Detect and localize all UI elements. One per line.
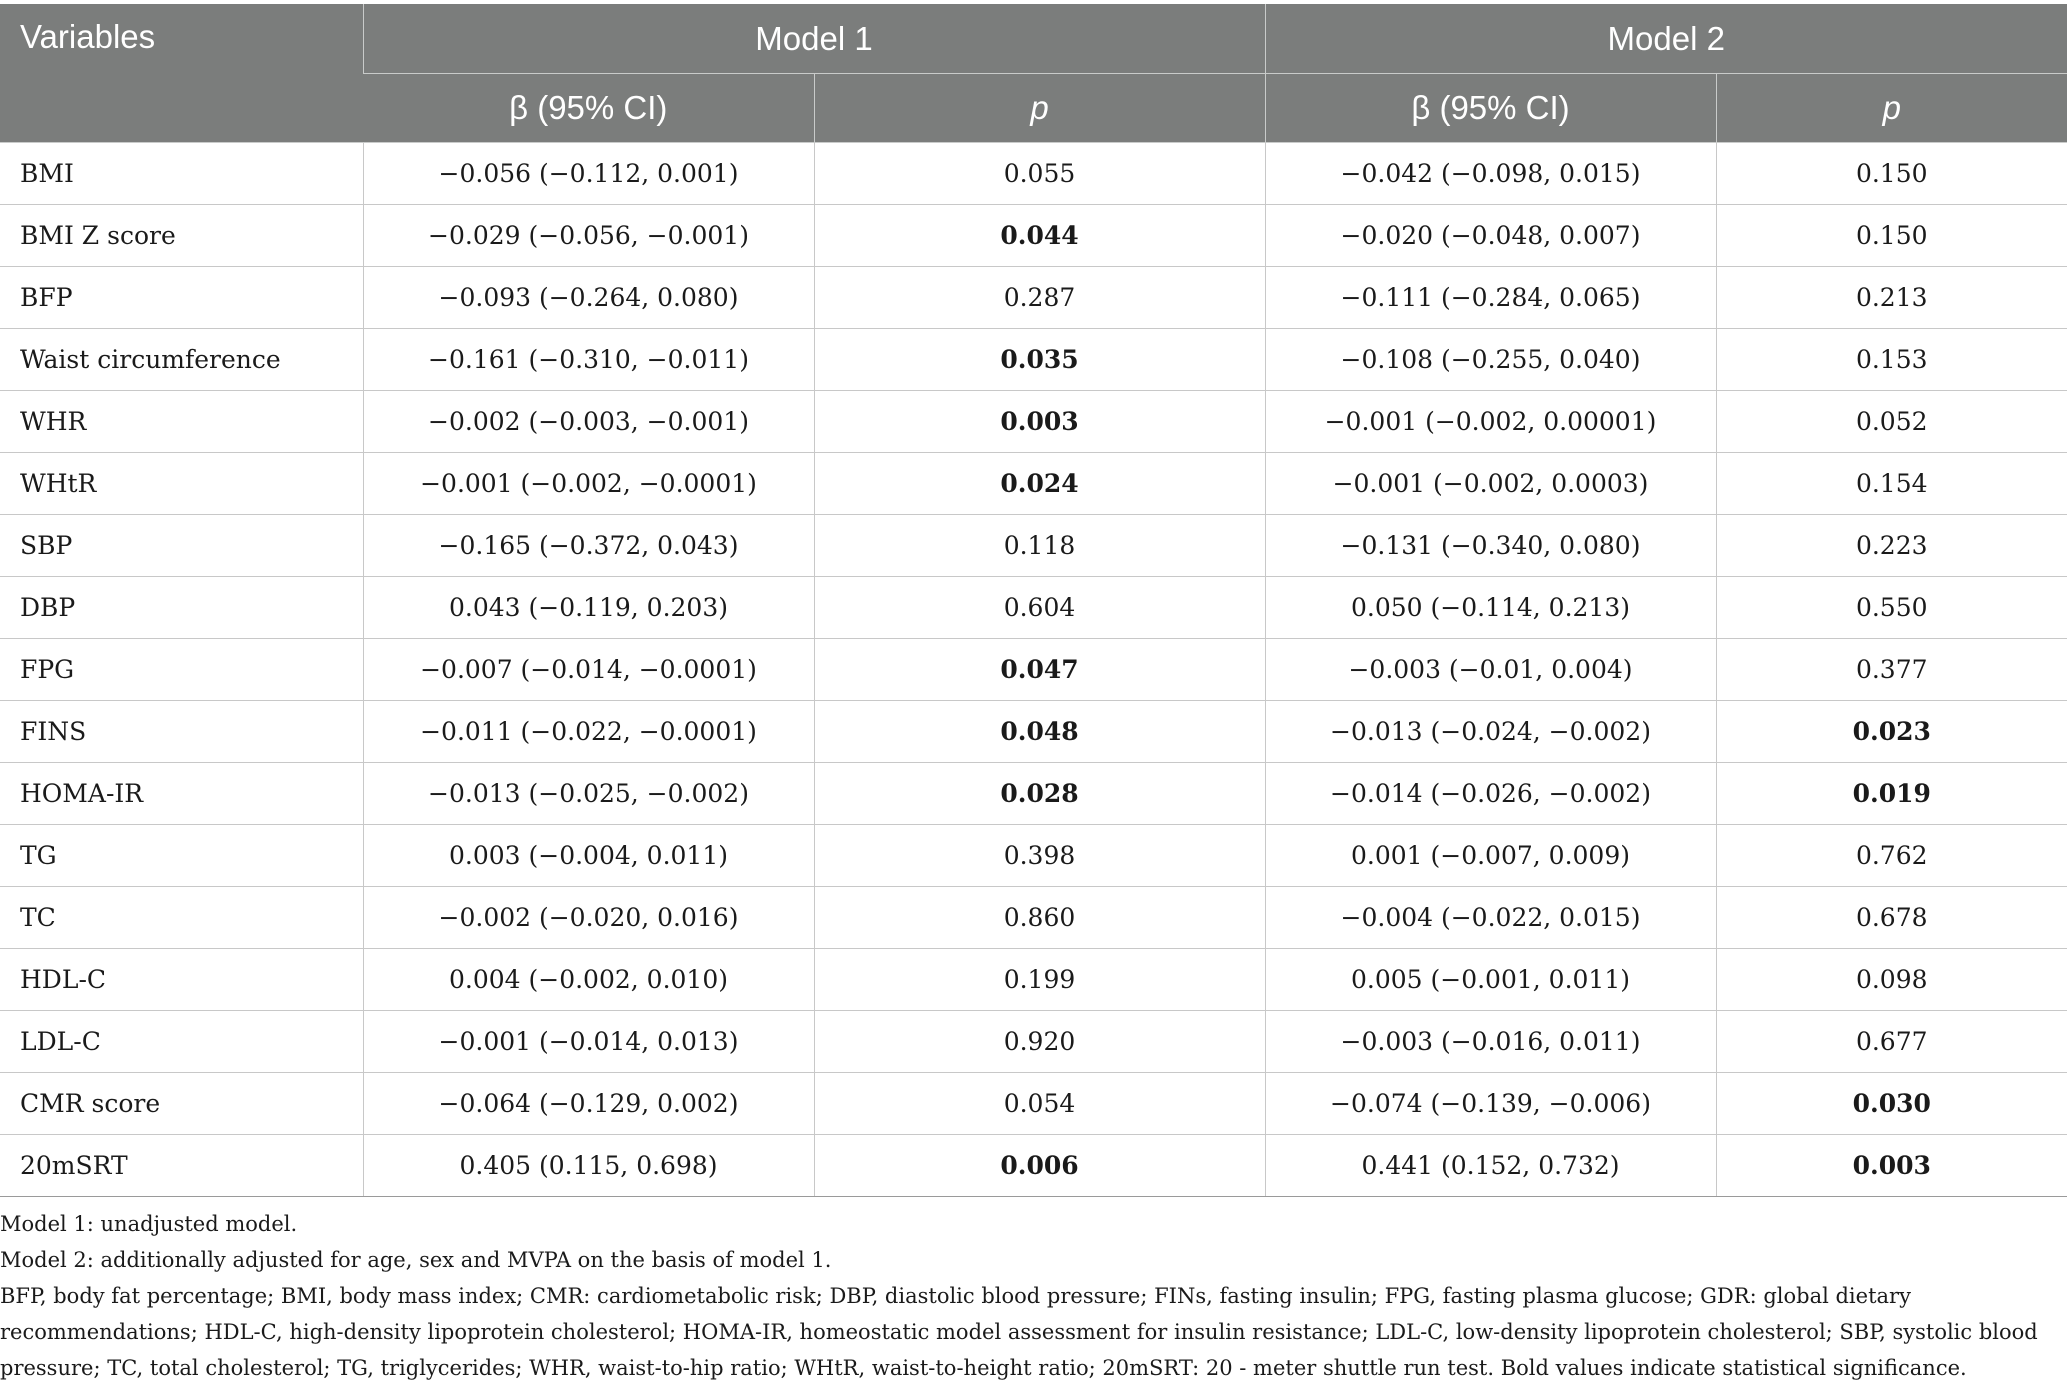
table-header <box>0 4 2067 143</box>
variable-cell: TC <box>0 887 363 949</box>
regression-table <box>0 4 2067 1197</box>
model1-beta-cell: −0.064 (−0.129, 0.002) <box>363 1073 814 1135</box>
model1-beta-cell: 0.405 (0.115, 0.698) <box>363 1135 814 1197</box>
model2-p-cell: 0.377 <box>1716 639 2067 701</box>
variable-cell: BFP <box>0 267 363 329</box>
variable-cell: FINS <box>0 701 363 763</box>
variable-cell: FPG <box>0 639 363 701</box>
model2-p-cell: 0.150 <box>1716 143 2067 205</box>
variable-cell: HDL-C <box>0 949 363 1011</box>
model1-beta-cell: 0.004 (−0.002, 0.010) <box>363 949 814 1011</box>
model1-p-cell: 0.199 <box>814 949 1265 1011</box>
header-model1-beta-ci: β (95% CI) <box>363 74 814 143</box>
variable-cell: CMR score <box>0 1073 363 1135</box>
model2-beta-cell: 0.005 (−0.001, 0.011) <box>1265 949 1716 1011</box>
model2-beta-cell: −0.111 (−0.284, 0.065) <box>1265 267 1716 329</box>
model2-p-cell: 0.550 <box>1716 577 2067 639</box>
model2-p-cell: 0.223 <box>1716 515 2067 577</box>
model1-beta-cell: 0.043 (−0.119, 0.203) <box>363 577 814 639</box>
variable-cell: SBP <box>0 515 363 577</box>
table-row <box>0 639 2067 701</box>
model1-p-cell: 0.028 <box>814 763 1265 825</box>
model2-beta-cell: 0.001 (−0.007, 0.009) <box>1265 825 1716 887</box>
model2-beta-cell: −0.004 (−0.022, 0.015) <box>1265 887 1716 949</box>
variable-cell: BMI <box>0 143 363 205</box>
variable-cell: WHtR <box>0 453 363 515</box>
table-row <box>0 453 2067 515</box>
header-model2-beta-ci: β (95% CI) <box>1265 74 1716 143</box>
variable-cell: BMI Z score <box>0 205 363 267</box>
model1-p-cell: 0.055 <box>814 143 1265 205</box>
model1-p-cell: 0.006 <box>814 1135 1265 1197</box>
variable-cell: LDL-C <box>0 1011 363 1073</box>
model1-beta-cell: −0.013 (−0.025, −0.002) <box>363 763 814 825</box>
model2-beta-cell: −0.001 (−0.002, 0.0003) <box>1265 453 1716 515</box>
model2-beta-cell: −0.042 (−0.098, 0.015) <box>1265 143 1716 205</box>
table-row <box>0 143 2067 205</box>
model1-p-cell: 0.054 <box>814 1073 1265 1135</box>
header-model1-p: p <box>814 74 1265 143</box>
model2-p-cell: 0.762 <box>1716 825 2067 887</box>
table-row <box>0 825 2067 887</box>
table-row <box>0 1011 2067 1073</box>
model1-beta-cell: −0.056 (−0.112, 0.001) <box>363 143 814 205</box>
header-variables: Variables <box>0 4 363 143</box>
variable-cell: HOMA-IR <box>0 763 363 825</box>
model2-p-cell: 0.150 <box>1716 205 2067 267</box>
model2-p-cell: 0.030 <box>1716 1073 2067 1135</box>
table-row <box>0 949 2067 1011</box>
model1-p-cell: 0.035 <box>814 329 1265 391</box>
model1-p-cell: 0.118 <box>814 515 1265 577</box>
footnote-model1: Model 1: unadjusted model. <box>0 1212 298 1236</box>
model1-beta-cell: −0.165 (−0.372, 0.043) <box>363 515 814 577</box>
header-model1: Model 1 <box>363 4 1265 74</box>
model1-beta-cell: −0.093 (−0.264, 0.080) <box>363 267 814 329</box>
model2-beta-cell: −0.131 (−0.340, 0.080) <box>1265 515 1716 577</box>
model2-beta-cell: −0.020 (−0.048, 0.007) <box>1265 205 1716 267</box>
model1-p-cell: 0.398 <box>814 825 1265 887</box>
variable-cell: 20mSRT <box>0 1135 363 1197</box>
model2-beta-cell: −0.003 (−0.016, 0.011) <box>1265 1011 1716 1073</box>
table-row <box>0 577 2067 639</box>
table-row <box>0 763 2067 825</box>
model2-beta-cell: −0.003 (−0.01, 0.004) <box>1265 639 1716 701</box>
model1-p-cell: 0.003 <box>814 391 1265 453</box>
model1-beta-cell: −0.002 (−0.020, 0.016) <box>363 887 814 949</box>
table-footnotes <box>0 1206 2060 1386</box>
regression-table-container <box>0 4 2067 1197</box>
model1-p-cell: 0.048 <box>814 701 1265 763</box>
variable-cell: DBP <box>0 577 363 639</box>
model2-beta-cell: −0.108 (−0.255, 0.040) <box>1265 329 1716 391</box>
table-row <box>0 329 2067 391</box>
model2-p-cell: 0.678 <box>1716 887 2067 949</box>
model2-p-cell: 0.019 <box>1716 763 2067 825</box>
variable-cell: WHR <box>0 391 363 453</box>
model2-p-cell: 0.153 <box>1716 329 2067 391</box>
model2-p-cell: 0.677 <box>1716 1011 2067 1073</box>
variable-cell: Waist circumference <box>0 329 363 391</box>
model1-p-cell: 0.604 <box>814 577 1265 639</box>
table-row <box>0 515 2067 577</box>
table-row <box>0 205 2067 267</box>
table-row <box>0 391 2067 453</box>
model2-beta-cell: 0.050 (−0.114, 0.213) <box>1265 577 1716 639</box>
header-model2: Model 2 <box>1265 4 2067 74</box>
model1-beta-cell: 0.003 (−0.004, 0.011) <box>363 825 814 887</box>
model2-beta-cell: −0.074 (−0.139, −0.006) <box>1265 1073 1716 1135</box>
table-body <box>0 143 2067 1197</box>
table-row <box>0 887 2067 949</box>
model2-p-cell: 0.213 <box>1716 267 2067 329</box>
model2-p-cell: 0.023 <box>1716 701 2067 763</box>
model1-p-cell: 0.044 <box>814 205 1265 267</box>
model2-beta-cell: −0.013 (−0.024, −0.002) <box>1265 701 1716 763</box>
table-row <box>0 267 2067 329</box>
model1-beta-cell: −0.001 (−0.002, −0.0001) <box>363 453 814 515</box>
model1-p-cell: 0.860 <box>814 887 1265 949</box>
footnote-abbreviations: BFP, body fat percentage; BMI, body mass index; CMR: cardiometabolic risk; DBP, diastolic blood pressure; FINs, fasting insulin; FPG, fasting plasma glucose; GDR: global dietary recommendations; HDL-C, high-density lipoprotein cholesterol; HOMA-IR, homeostatic model assessment for insulin resistance; LDL-C, low-density lipoprotein cholesterol; SBP, systolic blood pressure; TC, total cholesterol; TG, triglycerides; WHR, waist-to-hip ratio; WHtR, waist-to-height ratio; 20mSRT: 20 - meter shuttle run test. Bold values indicate statistical significance. <box>0 1284 2038 1380</box>
model1-beta-cell: −0.011 (−0.022, −0.0001) <box>363 701 814 763</box>
variable-cell: TG <box>0 825 363 887</box>
footnote-model2: Model 2: additionally adjusted for age, sex and MVPA on the basis of model 1. <box>0 1248 832 1272</box>
model1-beta-cell: −0.007 (−0.014, −0.0001) <box>363 639 814 701</box>
model2-beta-cell: −0.001 (−0.002, 0.00001) <box>1265 391 1716 453</box>
model1-beta-cell: −0.002 (−0.003, −0.001) <box>363 391 814 453</box>
model1-p-cell: 0.920 <box>814 1011 1265 1073</box>
model1-beta-cell: −0.029 (−0.056, −0.001) <box>363 205 814 267</box>
model2-p-cell: 0.098 <box>1716 949 2067 1011</box>
model2-p-cell: 0.003 <box>1716 1135 2067 1197</box>
table-row <box>0 701 2067 763</box>
model1-beta-cell: −0.001 (−0.014, 0.013) <box>363 1011 814 1073</box>
table-row <box>0 1135 2067 1197</box>
model2-p-cell: 0.052 <box>1716 391 2067 453</box>
model1-p-cell: 0.287 <box>814 267 1265 329</box>
model2-beta-cell: −0.014 (−0.026, −0.002) <box>1265 763 1716 825</box>
model2-p-cell: 0.154 <box>1716 453 2067 515</box>
model1-beta-cell: −0.161 (−0.310, −0.011) <box>363 329 814 391</box>
table-row <box>0 1073 2067 1135</box>
model1-p-cell: 0.024 <box>814 453 1265 515</box>
model1-p-cell: 0.047 <box>814 639 1265 701</box>
model2-beta-cell: 0.441 (0.152, 0.732) <box>1265 1135 1716 1197</box>
header-model2-p: p <box>1716 74 2067 143</box>
